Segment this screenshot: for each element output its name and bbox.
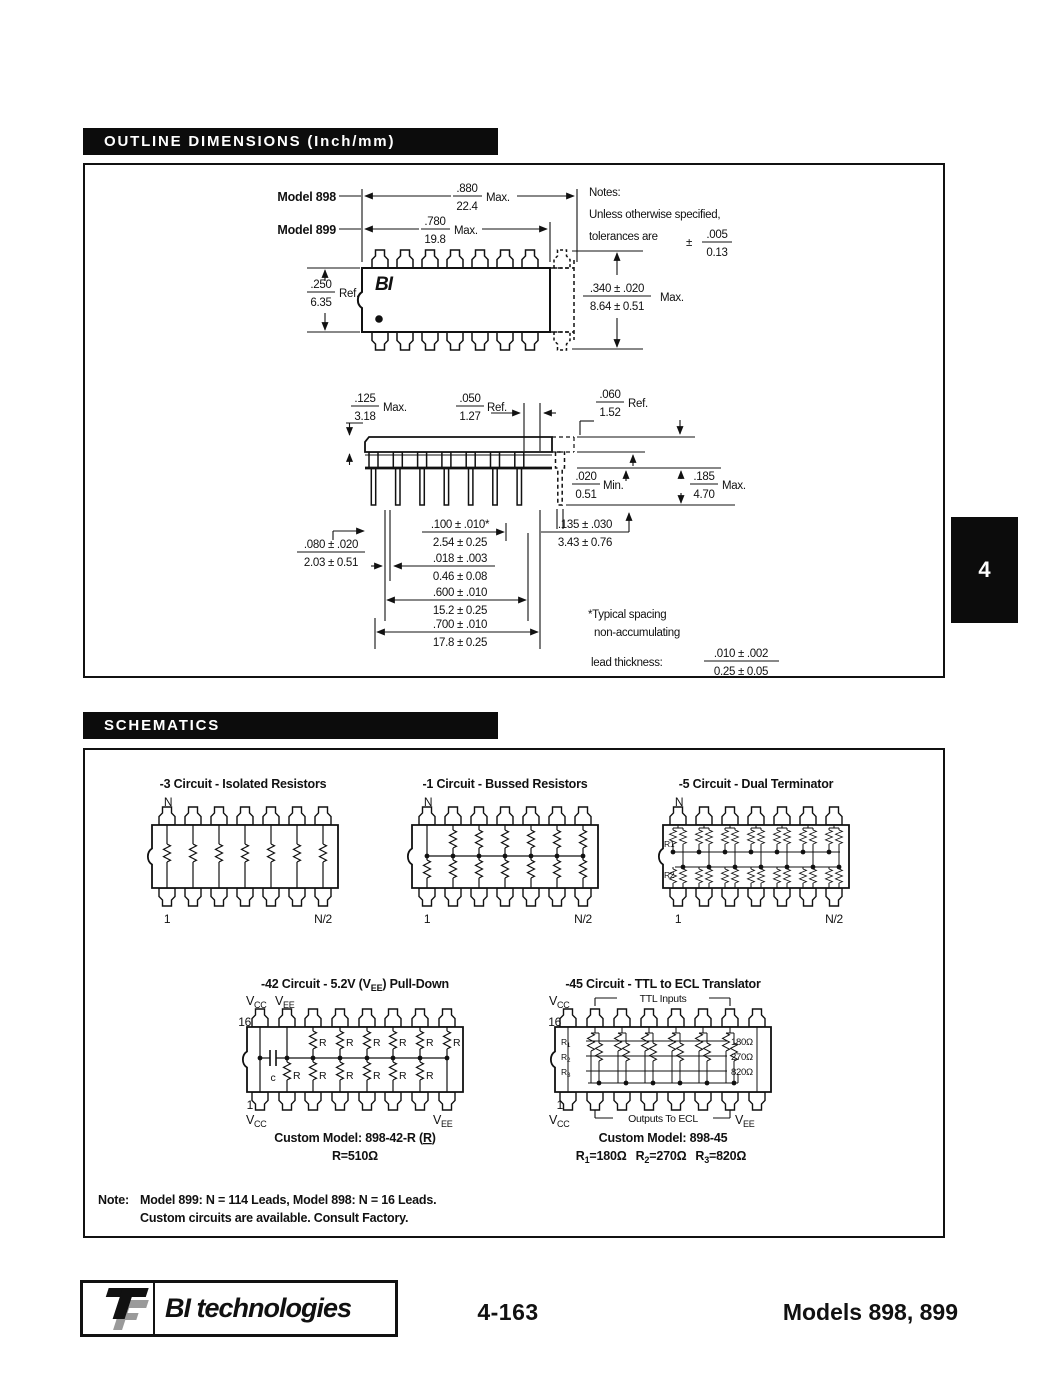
- circuit-42-title: -42 Circuit - 5.2V $(V_{EE})$ Pull-Down: [261, 977, 449, 993]
- circuit-5-r1-label: R1: [664, 839, 675, 849]
- circuit-42-vee-top: $V_{EE}$: [275, 994, 295, 1010]
- dim-780-in: .780: [424, 216, 446, 228]
- dim-125-in: .125: [354, 393, 376, 405]
- circuit-42-custom-model: Custom Model: 898-42-R (R): [274, 1131, 436, 1145]
- dim-050-mm: 1.27: [459, 411, 481, 423]
- resistor-label: R: [426, 1037, 434, 1049]
- dashed-pin-bottom: [554, 332, 570, 350]
- circuit-42-pin-1: 1: [246, 1098, 253, 1112]
- dim-050-ref: Ref.: [487, 402, 507, 414]
- dim-020-in: .020: [575, 471, 597, 483]
- capacitor-label: c: [270, 1072, 276, 1084]
- circuit-3-title: -3 Circuit - Isolated Resistors: [159, 777, 327, 791]
- resistor-label: R: [319, 1070, 327, 1082]
- dim-135-mm: 3.43 ± 0.76: [557, 537, 613, 549]
- dim-050-in: .050: [459, 393, 481, 405]
- dim-700-mm: 17.8 ± 0.25: [432, 637, 488, 649]
- dim-185-max: Max.: [722, 480, 746, 492]
- dim-010-in: .010 ± .002: [713, 648, 769, 660]
- circuit-45-270: 270Ω: [731, 1052, 753, 1063]
- circuit-5-pin-n2: N/2: [825, 912, 843, 926]
- dim-060-in: .060: [599, 389, 621, 401]
- dim-700-in: .700 ± .010: [432, 619, 488, 631]
- tolerance-pm: ±: [686, 237, 693, 249]
- dim-125-mm: 3.18: [354, 411, 376, 423]
- dim-250-mm: 6.35: [310, 297, 332, 309]
- note-line2: Custom circuits are available. Consult Factory.: [140, 1211, 409, 1225]
- resistor-label: R: [293, 1070, 301, 1082]
- dim-880-in: .880: [456, 183, 478, 195]
- circuit-3-pin-n2: N/2: [314, 912, 332, 926]
- circuit-45-820: 820Ω: [731, 1067, 753, 1078]
- footnote-line1: *Typical spacing: [588, 609, 667, 621]
- tf-logo: [83, 1283, 155, 1334]
- circuit-45-title: -45 Circuit - TTL to ECL Translator: [565, 977, 761, 991]
- dim-340-max: Max.: [660, 292, 684, 304]
- dim-125-max: Max.: [383, 402, 407, 414]
- dim-018-in: .018 ± .003: [432, 553, 488, 565]
- circuit-1-pin-n: N: [423, 795, 433, 809]
- circuit-45-vee-bottom: $V_{EE}$: [735, 1113, 755, 1129]
- footnote-line2: non-accumulating: [594, 627, 680, 639]
- circuit-42-vcc-top: $V_{CC}$: [246, 994, 267, 1010]
- dim-020-min: Min.: [603, 480, 624, 492]
- footer-models: Models 898, 899: [782, 1299, 958, 1325]
- tf-logo-icon: [86, 1284, 150, 1334]
- circuit-45-r3: $R_3$: [561, 1067, 571, 1079]
- circuit-42-vee-bottom: $V_{EE}$: [433, 1113, 453, 1129]
- circuit-42-vcc-bottom: $V_{CC}$: [246, 1113, 267, 1129]
- dim-060-ref: Ref.: [628, 398, 648, 410]
- dim-880-mm: 22.4: [456, 201, 478, 213]
- dim-005-mm: 0.13: [706, 247, 728, 259]
- circuit-1-title: -1 Circuit - Bussed Resistors: [422, 777, 588, 791]
- model-898-label: Model 898: [277, 190, 336, 204]
- dim-060-mm: 1.52: [599, 407, 621, 419]
- resistor-label: R: [346, 1037, 354, 1049]
- chip-dashed-extension: [551, 260, 574, 340]
- circuit-5-pin-1: 1: [674, 912, 682, 926]
- circuit-1-pin-n2: N/2: [574, 912, 592, 926]
- dim-100-in: .100 ± .010*: [430, 519, 490, 531]
- dim-100-mm: 2.54 ± 0.25: [432, 537, 488, 549]
- circuit-5-title: -5 Circuit - Dual Terminator: [678, 777, 834, 791]
- note-label: Note:: [98, 1193, 129, 1207]
- dim-250-in: .250: [310, 279, 332, 291]
- chip-bi-logo: BI: [375, 274, 392, 295]
- circuit-45-custom-model: Custom Model: 898-45: [598, 1131, 728, 1145]
- circuit-1-pin-1: 1: [423, 912, 431, 926]
- resistor-label: R: [346, 1070, 354, 1082]
- dim-080-mm: 2.03 ± 0.51: [303, 557, 359, 569]
- schematics-drawing: [83, 748, 945, 1238]
- resistor-label: R: [373, 1070, 381, 1082]
- circuit-42-r-value: R=510Ω: [331, 1149, 379, 1163]
- dim-018-mm: 0.46 ± 0.08: [432, 571, 488, 583]
- footer-logo-box: [80, 1280, 398, 1337]
- circuit-45-r-values: $R_1=180\Omega$ $R_2=270\Omega$ $R_3=820\Omega$: [575, 1149, 747, 1165]
- resistor-label: R: [399, 1070, 407, 1082]
- dim-880-max: Max.: [486, 192, 510, 204]
- dim-340-mm: 8.64 ± 0.51: [589, 301, 645, 313]
- resistor-label: R: [426, 1070, 434, 1082]
- dim-250-ref: Ref.: [339, 288, 359, 300]
- dim-600-mm: 15.2 ± 0.25: [432, 605, 488, 617]
- resistor-label: R: [373, 1037, 381, 1049]
- dim-340-in: .340 ± .020: [589, 283, 645, 295]
- outline-drawing: [83, 163, 945, 678]
- circuit-45-pin-1: 1: [556, 1098, 563, 1112]
- section-tab-4: 4: [951, 517, 1018, 623]
- dashed-lead: [556, 452, 565, 505]
- dim-135-in: .135 ± .030: [557, 519, 613, 531]
- circuit-45-r2: $R_2$: [561, 1052, 571, 1064]
- circuit-3-pin-1: 1: [163, 912, 171, 926]
- circuit-5-pin-n: N: [674, 795, 684, 809]
- dashed-pin-top: [554, 250, 570, 268]
- ttl-inputs-label: TTL Inputs: [639, 993, 687, 1005]
- chip-top-view: [358, 250, 574, 350]
- resistor-label: R: [319, 1037, 327, 1049]
- notes-line3: tolerances are: [589, 231, 658, 243]
- resistor-label: R: [399, 1037, 407, 1049]
- dim-600-in: .600 ± .010: [432, 587, 488, 599]
- brand-name: BI technologies: [165, 1293, 352, 1323]
- note-line1: Model 899: N = 114 Leads, Model 898: N = 16 Leads.: [140, 1193, 437, 1207]
- footnote-line3: lead thickness:: [591, 657, 663, 669]
- resistor-label: R: [453, 1037, 461, 1049]
- circuit-3-pin-n: N: [163, 795, 173, 809]
- circuit-5-r2-label: R2: [664, 870, 675, 880]
- circuit-42-pin-16: 16: [238, 1015, 251, 1029]
- dim-020-mm: 0.51: [575, 489, 597, 501]
- circuit-45-r1: $R_1$: [561, 1037, 571, 1049]
- model-899-label: Model 899: [277, 223, 336, 237]
- notes-line1: Notes:: [589, 187, 621, 199]
- circuit-45-vcc-bottom: $V_{CC}$: [549, 1113, 570, 1129]
- dim-005-in: .005: [706, 229, 728, 241]
- circuit-5-dual-terminator: [659, 777, 849, 926]
- outline-dimensions-header: OUTLINE DIMENSIONS (Inch/mm): [83, 128, 498, 155]
- chip-side-view: [365, 437, 574, 505]
- dim-080-in: .080 ± .020: [303, 539, 359, 551]
- notes-line2: Unless otherwise specified,: [589, 209, 721, 221]
- page-number: 4-163: [477, 1299, 539, 1325]
- pin1-dot: [375, 315, 383, 323]
- schematics-note: [98, 1193, 436, 1225]
- circuit-45-180: 180Ω: [731, 1037, 753, 1048]
- circuit-45-vcc-top: $V_{CC}$: [549, 994, 570, 1010]
- dim-185-in: .185: [693, 471, 715, 483]
- circuit-3-isolated: [148, 777, 338, 926]
- circuit-45-pin-16: 16: [548, 1015, 561, 1029]
- dim-780-mm: 19.8: [424, 234, 446, 246]
- outline-texts: [277, 183, 768, 678]
- schematics-header: SCHEMATICS: [83, 712, 498, 739]
- circuit-1-bussed: [408, 777, 598, 926]
- dim-780-max: Max.: [454, 225, 478, 237]
- circuit-42-pulldown: [238, 977, 463, 1163]
- outputs-ecl-label: Outputs To ECL: [628, 1113, 698, 1125]
- circuit-45-translator: [548, 977, 771, 1165]
- dim-010-mm: 0.25 ± 0.05: [713, 666, 769, 678]
- dim-185-mm: 4.70: [693, 489, 715, 501]
